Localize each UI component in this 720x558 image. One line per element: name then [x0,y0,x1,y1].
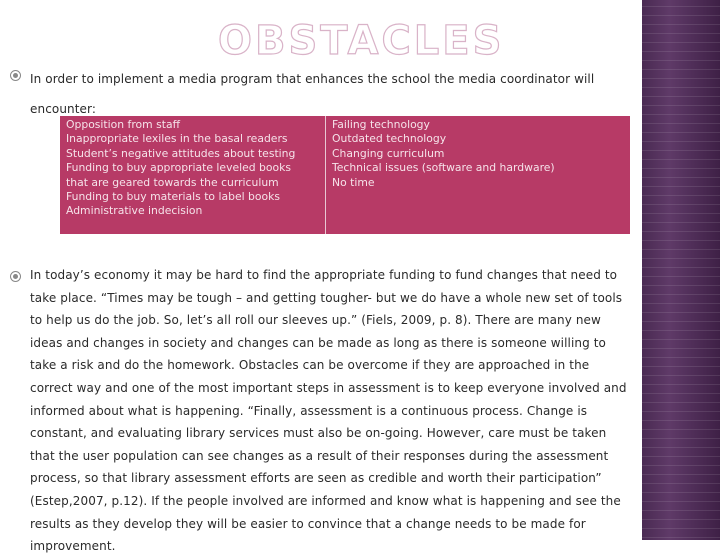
sidebar-texture-line [642,87,720,88]
sidebar-texture-line [642,240,720,241]
sidebar-texture-line [642,204,720,205]
sidebar-texture-line [642,6,720,7]
sidebar-texture-line [642,267,720,268]
sidebar-texture-line [642,132,720,133]
sidebar-texture-line [642,528,720,529]
sidebar-texture-line [642,384,720,385]
body-paragraph: In today’s economy it may be hard to find the appropriate funding to fund changes that need to take place. “Times may be tough – and getting tougher- but we do have a whole new set of tools to help us do the job. So, let’s all roll our sleeves up.” (Fiels, 2009, p. 8). There are many new ideas and changes in society and changes can be made as long as there is someone willing to take a risk and do the homework. Obstacles can be overcome if they are approached in the correct way and one of the most important steps in assessment is to keep everyone involved and informed about what is happening. “Finally, assessment is a continuous process. Change is constant, and evaluating library services must also be on-going. However, care must be taken that the user population can see changes as a result of their responses during the assessment process, so that library assessment efforts are seen as credible and worth their participation” (Estep,2007, p.12). If the people involved are informed and know what is happening and see the results as they develop they will be easier to convince that a change needs to be made for improvement. [30,268,627,554]
sidebar-texture-line [642,105,720,106]
table-cell-line: Changing curriculum [332,146,445,160]
sidebar-texture-line [642,438,720,439]
obstacles-column-left [60,116,326,234]
slide-title: OBSTACLES [218,18,505,64]
sidebar-texture-line [642,69,720,70]
sidebar-texture-line [642,96,720,97]
sidebar-texture-line [642,294,720,295]
sidebar-texture-line [642,429,720,430]
table-cell-line: that are geared towards the curriculum [66,175,279,189]
sidebar-texture-line [642,42,720,43]
bullet-icon [10,271,21,282]
obstacles-table [60,116,630,234]
sidebar-texture-line [642,123,720,124]
sidebar-texture-line [642,303,720,304]
sidebar-texture-line [642,348,720,349]
sidebar-texture-line [642,159,720,160]
table-cell-line: Inappropriate lexiles in the basal readers [66,132,288,146]
sidebar-texture-line [642,312,720,313]
sidebar-texture-line [642,60,720,61]
sidebar-texture-line [642,339,720,340]
table-cell-line: Student’s negative attitudes about testing [66,146,296,160]
table-cell-line: Failing technology [332,118,430,131]
sidebar-texture-line [642,33,720,34]
sidebar-texture-line [642,375,720,376]
sidebar-texture-line [642,402,720,403]
sidebar-texture-line [642,366,720,367]
sidebar-texture-line [642,231,720,232]
sidebar-texture-line [642,168,720,169]
sidebar-texture-line [642,195,720,196]
sidebar-texture-line [642,321,720,322]
sidebar-texture-line [642,330,720,331]
table-cell-line: Administrative indecision [66,204,203,218]
sidebar-texture-line [642,141,720,142]
table-cell-line: Technical issues (software and hardware) [332,161,555,175]
sidebar-texture-line [642,393,720,394]
sidebar-texture-line [642,15,720,16]
decorative-sidebar [642,0,720,540]
sidebar-texture-line [642,276,720,277]
sidebar-texture-line [642,492,720,493]
sidebar-texture-line [642,510,720,511]
sidebar-texture-line [642,501,720,502]
sidebar-texture-line [642,78,720,79]
sidebar-texture-line [642,537,720,538]
sidebar-texture-line [642,213,720,214]
sidebar-texture-line [642,465,720,466]
table-cell-line: Funding to buy materials to label books [66,190,280,204]
sidebar-texture-line [642,447,720,448]
sidebar-texture-line [642,186,720,187]
sidebar-texture-line [642,150,720,151]
sidebar-texture-line [642,51,720,52]
sidebar-texture-line [642,24,720,25]
sidebar-texture-line [642,519,720,520]
sidebar-texture-line [642,114,720,115]
bullet-icon [10,70,21,81]
table-cell-line: Funding to buy appropriate leveled books [66,161,291,175]
table-cell-line: Opposition from staff [66,118,181,131]
sidebar-texture-line [642,357,720,358]
obstacles-column-right [326,116,630,234]
sidebar-texture-line [642,483,720,484]
table-cell-line: No time [332,175,375,189]
sidebar-texture-line [642,249,720,250]
sidebar-texture-line [642,420,720,421]
sidebar-texture-line [642,177,720,178]
sidebar-texture-line [642,456,720,457]
intro-paragraph: In order to implement a media program that enhances the school the media coordinator will encounter: [30,72,595,116]
sidebar-texture-line [642,258,720,259]
sidebar-texture-line [642,222,720,223]
sidebar-texture-line [642,285,720,286]
sidebar-texture-line [642,474,720,475]
table-cell-line: Outdated technology [332,132,447,146]
sidebar-texture-line [642,411,720,412]
